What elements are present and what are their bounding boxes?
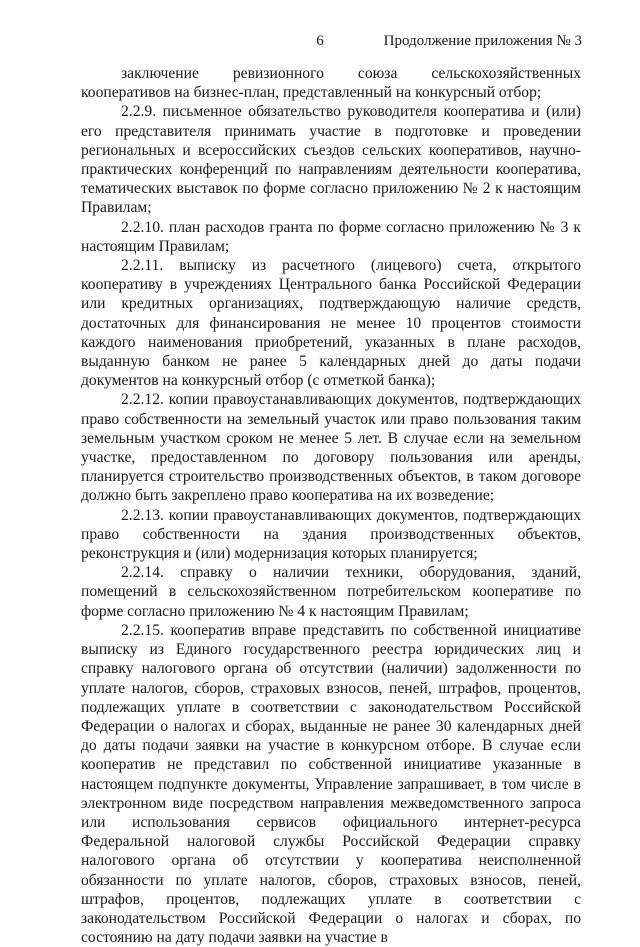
continuation-note: Продолжение приложения № 3	[383, 33, 582, 49]
page-number: 6	[316, 33, 324, 49]
paragraph: 2.2.13. копии правоустанавливающих документов, подтверждающих право собственности на здания производственных объектов, реконструкция и (или) модернизация которых планируется;	[81, 506, 581, 563]
paragraph: 2.2.10. план расходов гранта по форме согласно приложению № 3 к настоящим Правилам;	[81, 218, 581, 255]
paragraph: 2.2.12. копии правоустанавливающих документов, подтверждающих право собственности на земельный участок или право пользования таким земельным участком сроком не менее 5 лет. В случае если на земельном участке, предоставленном по договору пользования или аренды, планируется строительство производственных объектов, в таком договоре должно быть закреплено право кооператива на их возведение;	[81, 391, 581, 505]
paragraph: 2.2.9. письменное обязательство руководителя кооператива и (или) его представителя принимать участие в подготовке и проведении региональных и всероссийских съездов сельских кооперативов, научно-практических конференций по направлениям деятельности кооператива, тематических выставок по форме согласно приложению № 2 к настоящим Правилам;	[81, 103, 581, 217]
paragraph: заключение ревизионного союза сельскохозяйственных кооперативов на бизнес-план, представленный на конкурсный отбор;	[81, 65, 581, 102]
paragraph: 2.2.14. справку о наличии техники, оборудования, зданий, помещений в сельскохозяйственном потребительском кооперативе по форме согласно приложению № 4 к настоящим Правилам;	[81, 564, 581, 620]
paragraph: 2.2.15. кооператив вправе представить по собственной инициативе выписку из Единого государственного реестра юридических лиц и справку налогового органа об отсутствии (наличии) задолженности по уплате налогов, сборов, страховых взносов, пеней, штрафов, процентов, подлежащих уплате в соответствии с законодательством Российской Федерации о налогах и сборах, выданные не ранее 30 календарных дней до даты подачи заявки на участие в конкурсном отборе. В случае если кооператив не представил по собственной инициативе указанные в настоящем подпункте документы, Управление запрашивает, в том числе в электронном виде посредством направления межведомственного запроса или использования сервисов официального интернет-ресурса Федеральной налоговой службы Российской Федерации справку налогового органа об отсутствии у кооператива неисполненной обязанности по уплате налогов, сборов, страховых взносов, пеней, штрафов, процентов, подлежащих уплате в соответствии с законодательством Российской Федерации о налогах и сборах, по состоянию на дату подачи заявки на участие в	[81, 621, 581, 947]
document-body	[81, 64, 581, 947]
paragraph: 2.2.11. выписку из расчетного (лицевого) счета, открытого кооперативу в учреждениях Центрального банка Российской Федерации или кредитных организациях, подтверждающую наличие средств, достаточных для финансирования не менее 10 процентов стоимости каждого наименования приобретений, указанных в плане расходов, выданную банком не ранее 5 календарных дней до даты подачи документов на конкурсный отбор (с отметкой банка);	[81, 257, 581, 390]
